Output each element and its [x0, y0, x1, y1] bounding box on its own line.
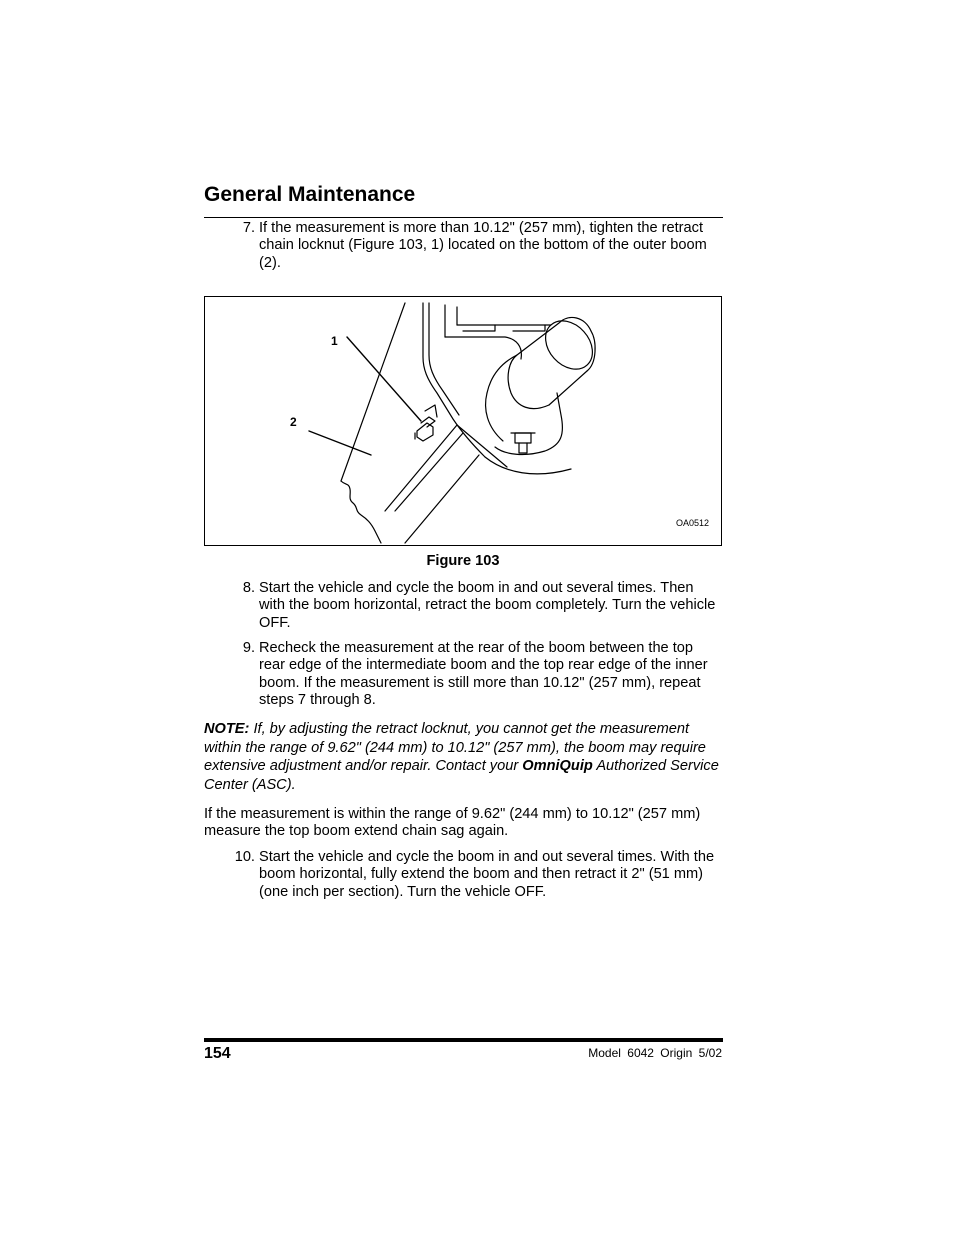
- step-10: [204, 849, 722, 901]
- note-block: [204, 720, 724, 794]
- model-origin-info: Model 6042 Origin 5/02: [588, 1046, 722, 1060]
- step-number: 9.: [242, 640, 255, 656]
- callout-2-label: 2: [290, 415, 297, 429]
- page-number: 154: [204, 1045, 231, 1062]
- step-8: [204, 580, 722, 632]
- figure-103: [204, 296, 722, 546]
- boom-locknut-illustration: [205, 297, 721, 545]
- step-number: 10.: [234, 849, 255, 865]
- step-text: If the measurement is more than 10.12" (257 mm), tighten the retract chain locknut (Figure 103, 1) located on the bottom of the outer boom (2).: [259, 220, 707, 271]
- note-text: If, by adjusting the retract locknut, you cannot get the measurement within the range of 9.62" (244 mm) to 10.12" (257 mm), the boom may require extensive adjustment and/or repair. Contact your: [204, 721, 706, 774]
- figure-code: OA0512: [676, 518, 710, 528]
- step-number: 7.: [242, 220, 255, 236]
- header-divider: [204, 217, 723, 218]
- step-9: [204, 640, 722, 709]
- step-text: Start the vehicle and cycle the boom in and out several times. Then with the boom horizontal, retract the boom completely. Turn the vehicle OFF.: [259, 580, 716, 631]
- step-text: Start the vehicle and cycle the boom in and out several times. With the boom horizontal, fully extend the boom and then retract it 2" (51 mm) (one inch per section). Turn the vehicle OFF.: [259, 849, 715, 900]
- figure-caption: Figure 103: [426, 553, 500, 569]
- measurement-paragraph: If the measurement is within the range of 9.62" (244 mm) to 10.12" (257 mm) measure the top boom extend chain sag again.: [204, 806, 701, 840]
- brand-name: OmniQuip: [522, 758, 593, 774]
- note-label: NOTE:: [204, 721, 250, 737]
- note-text-end: Authorized Service Center (ASC).: [204, 758, 719, 793]
- step-7: [204, 220, 722, 272]
- step-number: 8.: [242, 580, 255, 596]
- footer-divider: [204, 1038, 723, 1042]
- step-text: Recheck the measurement at the rear of the boom between the top rear edge of the intermediate boom and the top rear edge of the inner boom. If the measurement is still more than 10.12" (257 mm), repeat steps 7 through 8.: [259, 640, 708, 708]
- callout-1-label: 1: [331, 334, 338, 348]
- section-title: General Maintenance: [204, 183, 416, 206]
